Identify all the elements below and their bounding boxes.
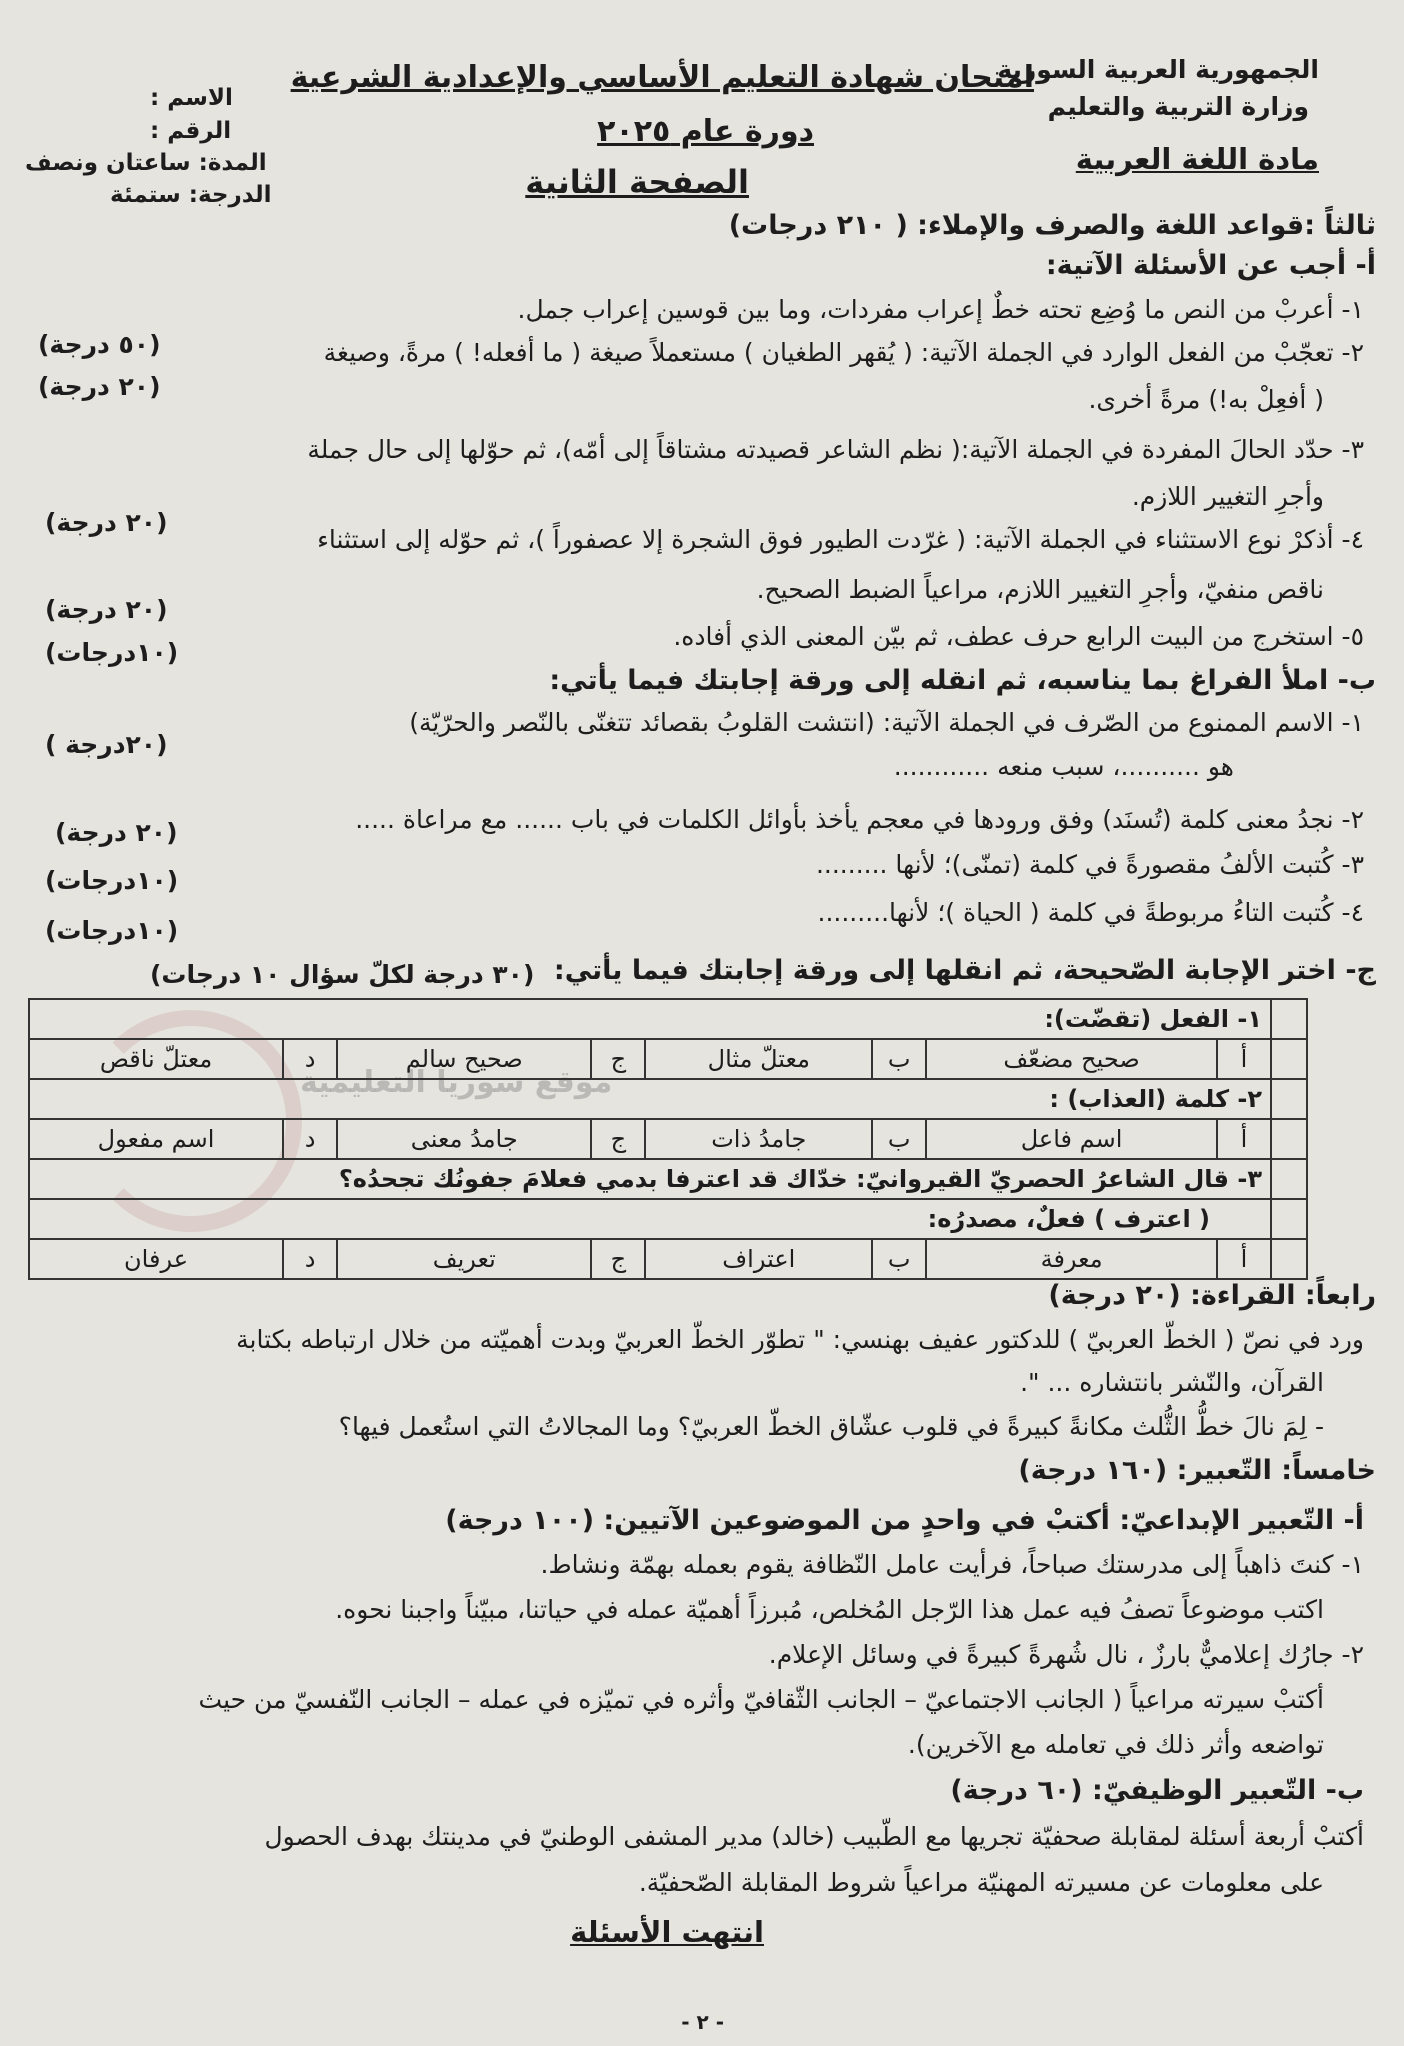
part-b-q2-mark: (٢٠ درجة) xyxy=(55,818,178,847)
section4-title: رابعاً: القراءة: (٢٠ درجة) xyxy=(1048,1280,1376,1311)
ministry-name: وزارة التربية والتعليم xyxy=(1047,92,1309,121)
part-a-q1: ١- أعربْ من النص ما وُضِع تحته خطٌ إعراب مفردات، وما بين قوسين إعراب جمل. xyxy=(517,295,1364,324)
mcq-q1-text: ١- الفعل (تقضّت): xyxy=(29,999,1271,1039)
reading-question: - لِمَ نالَ خطُّ الثُّلث مكانةً كبيرةً في قلوب عشّاق الخطّ العربيّ؟ وما المجالاتُ التي استُعمل فيها؟ xyxy=(338,1412,1324,1441)
part-a-q1-mark: (٥٠ درجة) xyxy=(38,330,161,359)
option-letter: أ xyxy=(1217,1039,1271,1079)
mcq-q1-option-d: معتلّ ناقص xyxy=(29,1039,283,1079)
part-a-q3-line1: ٣- حدّد الحالَ المفردة في الجملة الآتية:( نظم الشاعر قصيدته مشتاقاً إلى أمّه)، ثم حوّلها إلى حال جملة xyxy=(307,435,1364,464)
mcq-q3-text: ٣- قال الشاعرُ الحصريّ القيروانيّ: خدّاك قد اعترفا بدمي فعلامَ جفونُك تجحدُه؟ xyxy=(29,1159,1271,1199)
mcq-question-row xyxy=(29,999,1307,1039)
option-letter: أ xyxy=(1217,1119,1271,1159)
part-b-title: ب- املأ الفراغ بما يناسبه، ثم انقله إلى ورقة إجابتك فيما يأتي: xyxy=(549,665,1376,696)
reading-line1: ورد في نصّ ( الخطّ العربيّ ) للدكتور عفيف بهنسي: " تطوّر الخطّ العربيّ وبدت أهميّته من خلال ارتباطه بكتابة xyxy=(236,1325,1364,1354)
mcq-q2-option-a: اسم فاعل xyxy=(926,1119,1217,1159)
mcq-q3-option-a: معرفة xyxy=(926,1239,1217,1279)
part-b-q3-mark: (١٠درجات) xyxy=(45,866,179,895)
part-a-q3-mark: (٢٠ درجة) xyxy=(45,508,168,537)
option-letter: ب xyxy=(872,1119,926,1159)
mcq-options-row xyxy=(29,1119,1307,1159)
option-letter: د xyxy=(283,1039,337,1079)
mcq-options-row xyxy=(29,1239,1307,1279)
functional-line1: أكتبْ أربعة أسئلة لمقابلة صحفيّة تجريها مع الطّبيب (خالد) مدير المشفى الوطنيّ في مدينتك بهدف الحصول xyxy=(264,1822,1364,1851)
section5-title: خامساً: التّعبير: (١٦٠ درجة) xyxy=(1018,1455,1376,1486)
name-label: الاسم : xyxy=(150,85,233,111)
section3-title: ثالثاً :قواعد اللغة والصرف والإملاء: ( ٢١٠ درجات) xyxy=(728,210,1376,241)
reading-line2: القرآن، والنّشر بانتشاره ... ". xyxy=(1020,1368,1324,1397)
functional-title: ب- التّعبير الوظيفيّ: (٦٠ درجة) xyxy=(950,1775,1364,1806)
mcq-q3-option-c: تعريف xyxy=(337,1239,591,1279)
country-name: الجمهورية العربية السورية xyxy=(997,55,1319,84)
part-a-q4-mark: (٢٠ درجة) xyxy=(45,595,168,624)
option-letter: ب xyxy=(872,1239,926,1279)
mcq-options-row xyxy=(29,1039,1307,1079)
option-letter: أ xyxy=(1217,1239,1271,1279)
topic1-line1: ١- كنتَ ذاهباً إلى مدرستك صباحاً، فرأيت عامل النّظافة يقوم بعمله بهمّة ونشاط. xyxy=(540,1550,1364,1579)
number-label: الرقم : xyxy=(150,118,232,144)
part-b-q4-mark: (١٠درجات) xyxy=(45,916,179,945)
option-letter: د xyxy=(283,1119,337,1159)
mcq-question-row xyxy=(29,1079,1307,1119)
creative-title: أ- التّعبير الإبداعيّ: أكتبْ في واحدٍ من الموضوعين الآتيين: (١٠٠ درجة) xyxy=(445,1505,1364,1536)
functional-line2: على معلومات عن مسيرته المهنيّة مراعياً شروط المقابلة الصّحفيّة. xyxy=(638,1868,1324,1897)
page-label: الصفحة الثانية xyxy=(525,163,749,201)
exam-session: دورة عام ٢٠٢٥ xyxy=(597,114,814,149)
subject-title: مادة اللغة العربية xyxy=(1075,142,1319,176)
part-a-q3-line2: وأجرِ التغيير اللازم. xyxy=(1131,482,1324,511)
mcq-q1-option-a: صحيح مضعّف xyxy=(926,1039,1217,1079)
mcq-q1-option-b: معتلّ مثال xyxy=(645,1039,872,1079)
topic1-line2: اكتب موضوعاً تصفُ فيه عمل هذا الرّجل المُخلص، مُبرزاً أهميّة عمله في حياتنا، مبيّناً واجبنا نحوه. xyxy=(335,1595,1324,1624)
part-b-q1-line2: هو ..........، سبب منعه ............ xyxy=(893,752,1234,781)
part-a-q2-line2: ( أفعِلْ به!) مرةً أخرى. xyxy=(1088,385,1324,414)
part-c-title: ج- اختر الإجابة الصّحيحة، ثم انقلها إلى ورقة إجابتك فيما يأتي: xyxy=(553,955,1376,986)
part-a-q2-line1: ٢- تعجّبْ من الفعل الوارد في الجملة الآتية: ( يُقهر الطغيان ) مستعملاً صيغة ( ما أفعله! ) مرةً، وصيغة xyxy=(323,338,1364,367)
mcq-q3-option-d: عرفان xyxy=(29,1239,283,1279)
part-b-q2: ٢- نجدُ معنى كلمة (تُسنَد) وفق ورودها في معجم يأخذ بأوائل الكلمات في باب ...... مع مراعاة ..... xyxy=(355,805,1364,834)
part-a-q4-line1: ٤- أذكرْ نوع الاستثناء في الجملة الآتية: ( غرّدت الطيور فوق الشجرة إلا عصفوراً )، ثم حوّله إلى استثناء xyxy=(317,525,1364,554)
total-grade: الدرجة: ستمئة xyxy=(110,182,272,208)
part-b-q3: ٣- كُتبت الألفُ مقصورةً في كلمة (تمنّى)؛ لأنها ......... xyxy=(815,850,1364,879)
part-a-q5: ٥- استخرج من البيت الرابع حرف عطف، ثم بيّن المعنى الذي أفاده. xyxy=(673,622,1364,651)
option-letter: ج xyxy=(591,1039,645,1079)
watermark: موقع سوريا التعليمية xyxy=(300,1065,613,1100)
option-letter: ب xyxy=(872,1039,926,1079)
option-letter: د xyxy=(283,1239,337,1279)
end-of-questions: انتهت الأسئلة xyxy=(570,1915,764,1949)
part-c-mark: (٣٠ درجة لكلّ سؤال ١٠ درجات) xyxy=(150,960,535,989)
option-letter: ج xyxy=(591,1239,645,1279)
part-b-q1-mark: (٢٠درجة ) xyxy=(45,730,168,759)
mcq-question-row xyxy=(29,1159,1307,1199)
mcq-q2-option-b: جامدُ ذات xyxy=(645,1119,872,1159)
duration: المدة: ساعتان ونصف xyxy=(25,150,267,176)
mcq-table xyxy=(28,998,1308,1280)
topic2-line2: أكتبْ سيرته مراعياً ( الجانب الاجتماعيّ – الجانب الثّقافيّ وأثره في تميّزه في عمله – الجانب النّفسيّ من حيث xyxy=(198,1685,1324,1714)
part-b-q4: ٤- كُتبت التاءُ مربوطةً في كلمة ( الحياة )؛ لأنها......... xyxy=(817,898,1364,927)
topic2-line1: ٢- جارُك إعلاميٌّ بارزٌ ، نال شُهرةً كبيرةً في وسائل الإعلام. xyxy=(768,1640,1364,1669)
exam-title: امتحان شهادة التعليم الأساسي والإعدادية الشرعية xyxy=(290,60,1034,95)
mcq-q2-text: ٢- كلمة (العذاب) : xyxy=(29,1079,1271,1119)
option-letter: ج xyxy=(591,1119,645,1159)
mcq-q2-option-c: جامدُ معنى xyxy=(337,1119,591,1159)
mcq-q1-option-c: صحيح سالم xyxy=(337,1039,591,1079)
part-a-title: أ- أجب عن الأسئلة الآتية: xyxy=(1045,250,1376,281)
topic2-line3: تواضعه وأثر ذلك في تعامله مع الآخرين). xyxy=(907,1730,1324,1759)
part-a-q4-line2: ناقص منفيّ، وأجرِ التغيير اللازم، مراعياً الضبط الصحيح. xyxy=(756,575,1324,604)
part-a-q5-mark: (١٠درجات) xyxy=(45,638,179,667)
mcq-q3-subtext: ( اعترف ) فعلٌ، مصدرُه: xyxy=(29,1199,1271,1239)
page-number: - ٢ - xyxy=(681,2010,724,2034)
mcq-question-row xyxy=(29,1199,1307,1239)
mcq-q3-option-b: اعتراف xyxy=(645,1239,872,1279)
mcq-q2-option-d: اسم مفعول xyxy=(29,1119,283,1159)
part-b-q1-line1: ١- الاسم الممنوع من الصّرف في الجملة الآتية: (انتشت القلوبُ بقصائد تتغنّى بالنّصر والحرّيّة) xyxy=(409,708,1364,737)
part-a-q2-mark: (٢٠ درجة) xyxy=(38,372,161,401)
